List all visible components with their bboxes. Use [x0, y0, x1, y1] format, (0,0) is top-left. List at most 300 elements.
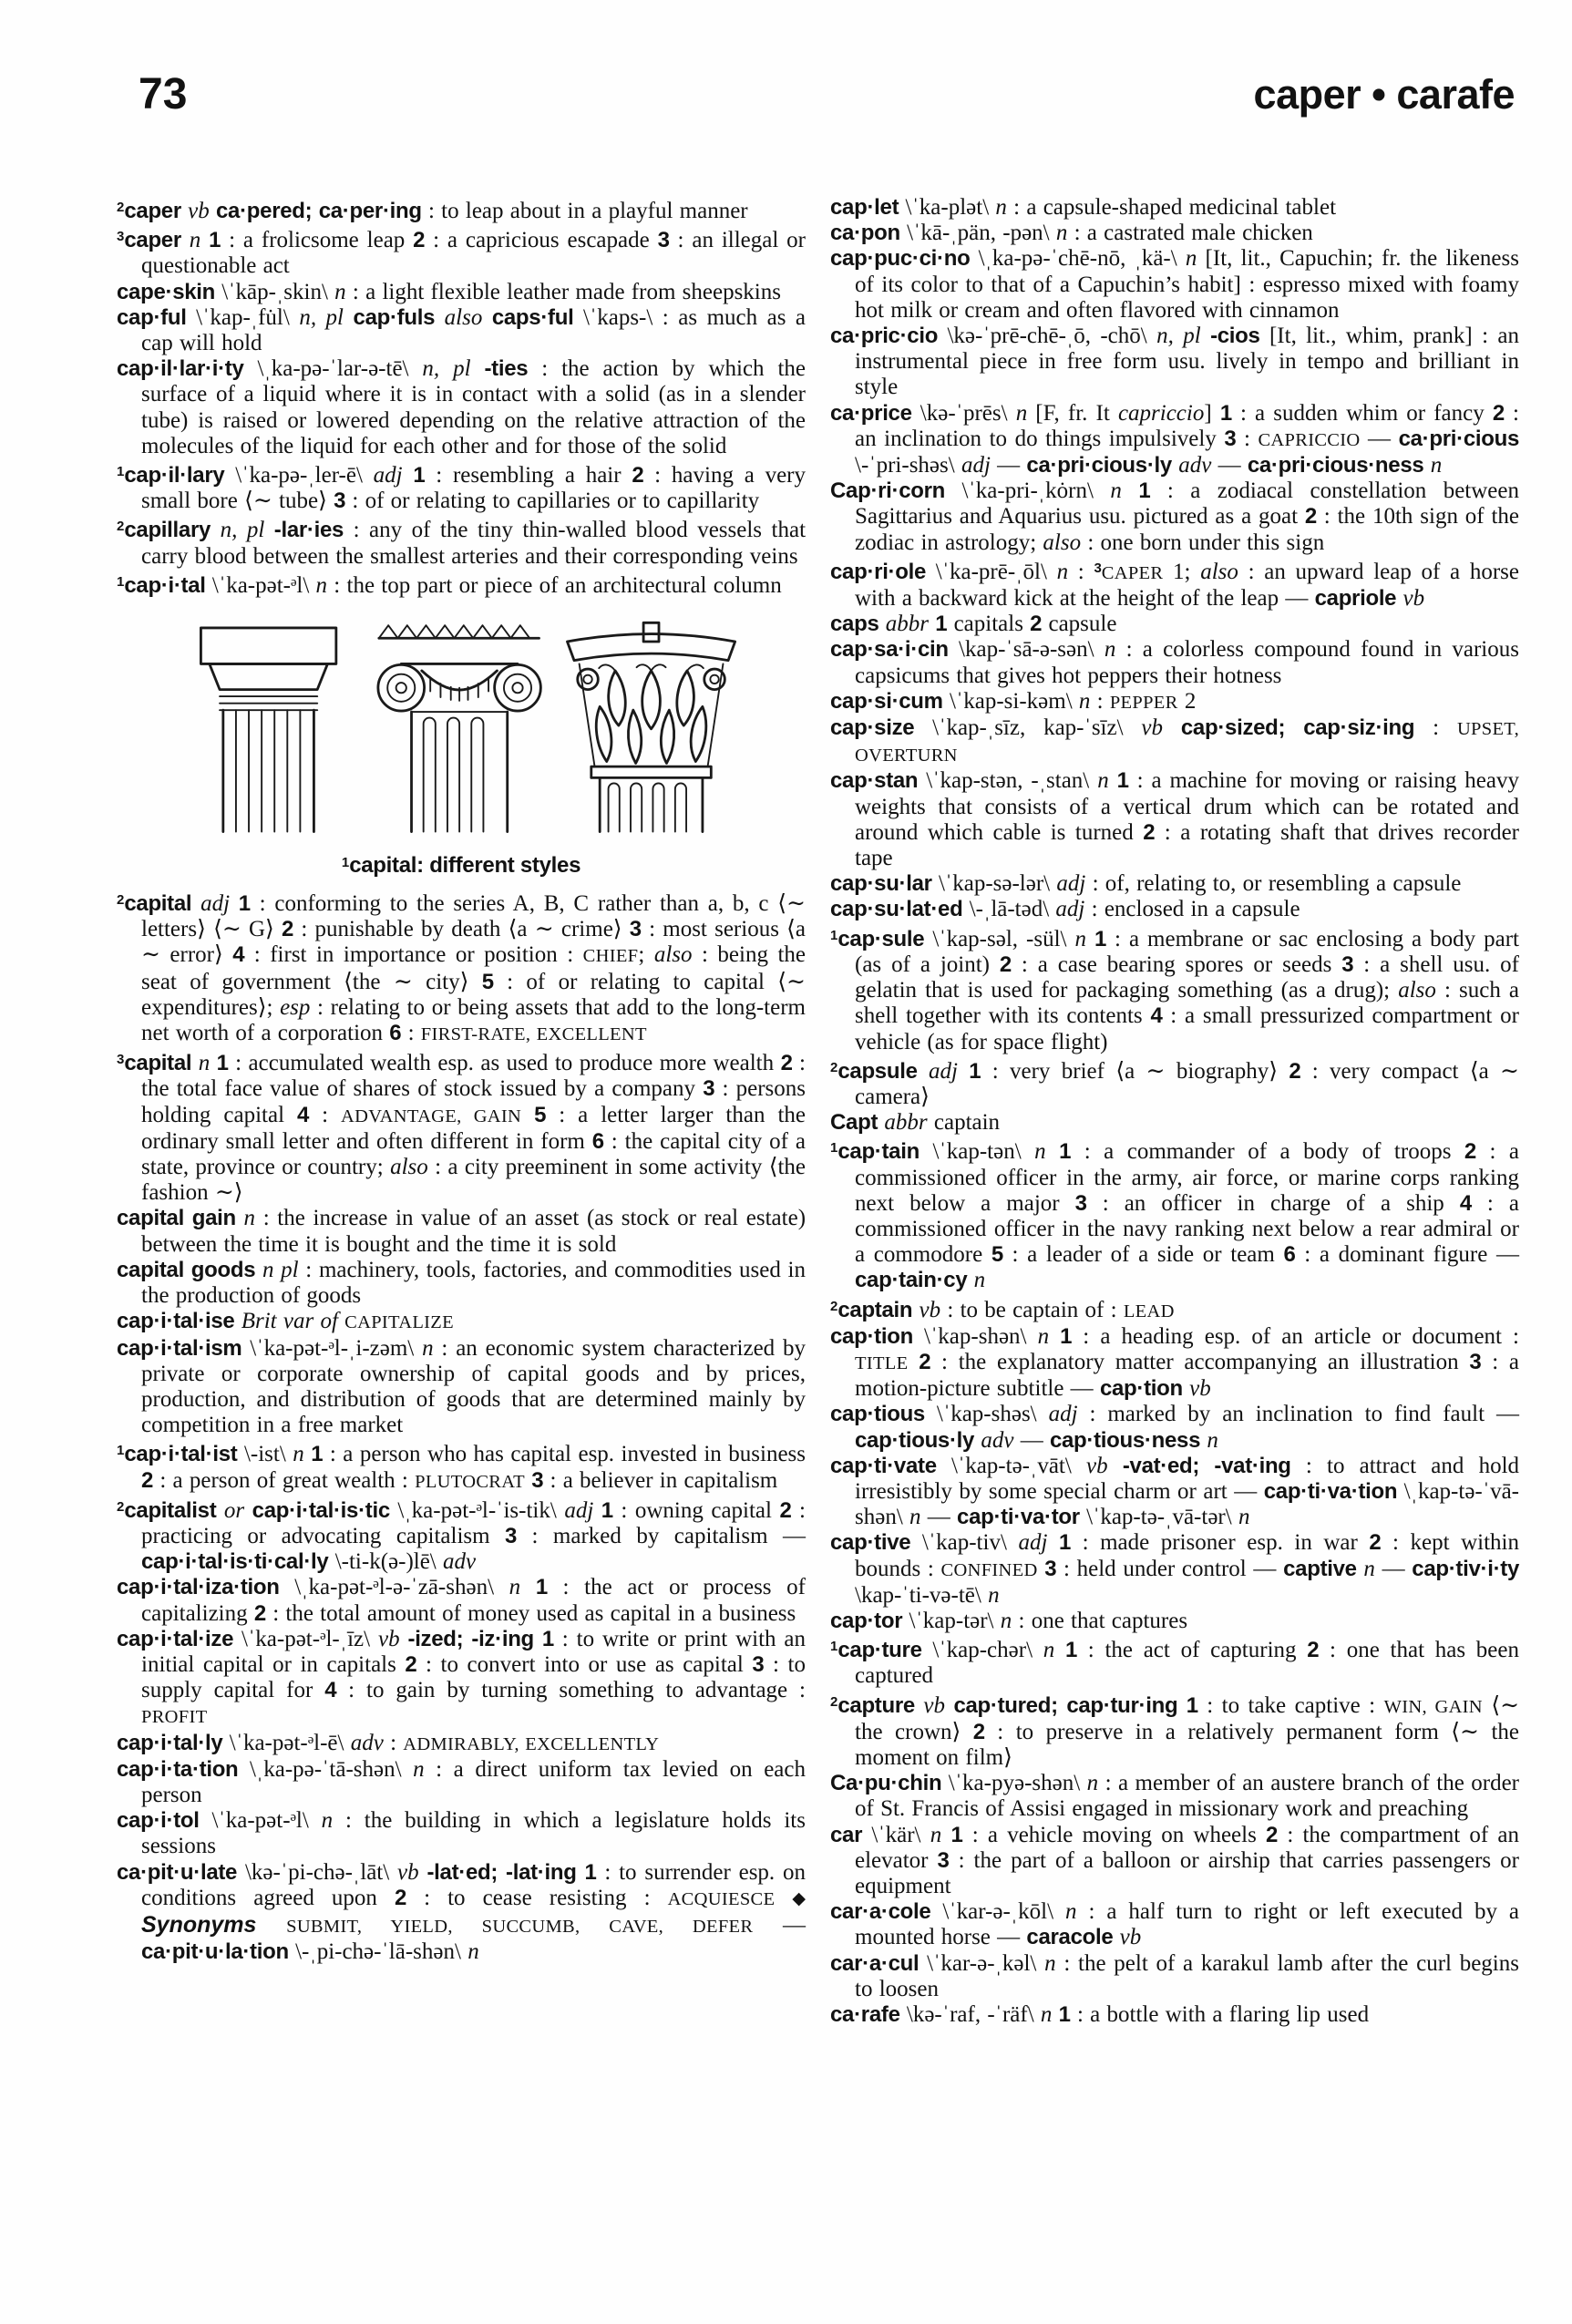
text-run	[1049, 1324, 1060, 1349]
text-run: :	[383, 1730, 404, 1755]
text-run: CHIEF	[582, 946, 639, 967]
headword-or-bold-text: 1	[1060, 1323, 1073, 1349]
headword-or-bold-text: caracole	[1026, 1925, 1114, 1950]
headword-or-bold-text: cap·sized; cap·siz·ing	[1180, 715, 1415, 741]
headword-or-bold-text: car·a·cole	[830, 1899, 931, 1925]
text-run: : an economic system characterized by private or corporate ownership of capital goods and by prices, production, and distribution of goods that are determined mainly by competition in a free market	[141, 1335, 807, 1438]
headword-or-bold-text: 1	[969, 1058, 981, 1084]
dictionary-entry	[117, 1627, 806, 1731]
headword-or-bold-text: 2	[253, 1600, 266, 1626]
text-run: n	[198, 1051, 211, 1076]
text-run: : a commander of a body of troops	[1071, 1139, 1464, 1165]
text-run: : to gain by turning something to advantage :	[336, 1678, 806, 1703]
text-run: n	[1074, 926, 1086, 951]
headword-or-bold-text: car·a·cul	[830, 1950, 920, 1976]
text-run: \ˌka-pə-ˈchē-nō, ˌkä-\	[970, 246, 1186, 272]
text-run: vb	[397, 1859, 419, 1885]
text-run	[255, 1258, 262, 1282]
text-run: n	[1110, 478, 1122, 504]
text-run	[234, 1309, 241, 1333]
ionic-capital-drawing	[378, 625, 540, 831]
headword-or-bold-text: 1	[1186, 1692, 1198, 1718]
text-run: n, pl	[422, 356, 471, 382]
text-run: :	[1414, 715, 1457, 741]
text-run	[1047, 1530, 1059, 1555]
text-run: —	[753, 1912, 807, 1938]
text-run: : a vehicle moving on wheels	[962, 1822, 1267, 1847]
dictionary-entry	[117, 280, 806, 305]
text-run: SUBMIT, YIELD, SUCCUMB, CAVE, DEFER	[286, 1916, 754, 1937]
dictionary-entry	[830, 556, 1519, 612]
guide-words: caper • carafe	[1253, 71, 1515, 118]
headword-or-bold-text: cap·tive	[830, 1530, 911, 1556]
text-run: \ˈka-prē-ˌōl\	[926, 559, 1057, 584]
text-run: : a castrated male chicken	[1067, 221, 1313, 246]
headword-or-bold-text: cap·stan	[830, 768, 919, 794]
headword-or-bold-text: cap·puc·ci·no	[830, 246, 971, 272]
text-run: : a membrane or sac enclosing a body part (as of a joint)	[855, 926, 1520, 977]
text-run: \ˈka-pət-ᵊl\	[205, 572, 316, 598]
capital-styles-figure	[179, 612, 744, 879]
headword-or-bold-text: capillary	[124, 518, 211, 543]
headword-or-bold-text: ca·rafe	[830, 2002, 900, 2028]
text-run: \ˈka-plət\	[899, 195, 996, 220]
text-run	[191, 891, 200, 916]
text-run	[216, 1498, 224, 1523]
headword-or-bold-text: 1	[584, 1859, 597, 1885]
text-run: CONFINED	[940, 1559, 1038, 1580]
text-run: : any of the tiny thin-walled blood vessels that carry blood between the smallest arteries and their corresponding veins	[141, 518, 807, 569]
headword-or-bold-text: 5	[534, 1102, 547, 1127]
text-run: : the compartment of an elevator	[855, 1822, 1519, 1873]
left-column-entries-top	[117, 195, 806, 599]
text-run	[400, 1627, 408, 1651]
text-run: : the capital city of a state, province or country;	[141, 1128, 806, 1180]
text-run	[593, 1498, 601, 1523]
text-run: vb	[180, 199, 216, 223]
text-run: : the action by which the surface of a liquid where it is in contact with a solid (as in a slender tube) is raised or lowered depending on the relative attraction of the molecules of the liquid for each other and for those of the solid	[141, 356, 807, 458]
headword-or-bold-text: cap·tured; cap·tur·ing	[953, 1692, 1178, 1718]
dictionary-entry	[830, 715, 1519, 768]
dictionary-entry	[830, 1110, 1519, 1136]
text-run: : such a shell together with its contents	[855, 978, 1519, 1029]
headword-or-bold-text: 1	[311, 1442, 324, 1467]
headword-or-bold-text: 2	[1464, 1139, 1476, 1165]
text-run: [It, lit., whim, prank] : an instrumental piece in free form usu. lively in tempo and brilliant in style	[855, 324, 1520, 400]
text-run: 3	[117, 1052, 125, 1068]
headword-or-bold-text: 1	[1094, 926, 1107, 951]
text-run: ADMIRABLY, EXCELLENTLY	[403, 1733, 660, 1754]
text-run	[1163, 715, 1181, 740]
text-run: also	[1398, 978, 1436, 1003]
text-run: adj	[928, 1058, 958, 1084]
headword-or-bold-text: cap·i·tal·ise	[117, 1309, 235, 1334]
text-run	[482, 305, 492, 330]
text-run: n	[467, 1939, 479, 1965]
text-run: \ˈkap-shən\	[912, 1323, 1038, 1349]
text-run: adj	[564, 1497, 594, 1523]
text-run	[534, 1627, 542, 1651]
text-run: \ˈkap-tən\	[919, 1139, 1035, 1165]
dictionary-entry	[117, 195, 806, 224]
dictionary-entry	[117, 1438, 806, 1494]
text-run: \ˈkap-səl, -sül\	[924, 926, 1075, 951]
text-run	[1177, 1693, 1186, 1718]
headword-or-bold-text: cap·ture	[837, 1638, 922, 1663]
dictionary-entry	[117, 1206, 806, 1257]
text-run: adv	[350, 1730, 384, 1755]
dictionary-entry	[830, 401, 1519, 479]
headword-or-bold-text: Ca·pu·chin	[830, 1771, 942, 1796]
corinthian-capital-drawing	[567, 622, 735, 831]
text-run	[256, 1913, 286, 1938]
headword-or-bold-text: cape·skin	[117, 279, 216, 304]
text-run: : most serious ⟨a ∼ error⟩	[141, 917, 806, 968]
text-run: n	[1044, 1950, 1056, 1976]
text-run: esp	[280, 994, 311, 1020]
text-run: : an illegal or questionable act	[141, 228, 806, 279]
headword-or-bold-text: 3	[937, 1847, 950, 1873]
text-run: : a colorless compound found in various capsicums that gives hot peppers their hotness	[855, 637, 1519, 688]
text-run	[521, 1103, 534, 1127]
headword-or-bold-text: 4	[232, 942, 245, 968]
text-run: n	[321, 1808, 334, 1834]
headword-or-bold-text: 4	[297, 1102, 310, 1127]
left-column	[117, 195, 806, 2028]
dictionary-entry	[117, 224, 806, 279]
text-run: 2	[117, 519, 125, 535]
headword-or-bold-text: 2	[1492, 400, 1505, 426]
headword-or-bold-text: 3	[1074, 1190, 1087, 1216]
dictionary-entry	[117, 570, 806, 599]
text-run	[244, 1498, 252, 1523]
text-run: adj	[1018, 1530, 1048, 1556]
headword-or-bold-text: Cap·ri·corn	[830, 478, 946, 504]
text-run: \ˈkāp-ˌskin\	[215, 279, 335, 304]
headword-or-bold-text: -ized; -iz·ing	[407, 1626, 534, 1651]
text-run	[941, 1823, 950, 1847]
text-run: adj	[373, 463, 403, 488]
text-run: vb	[1402, 586, 1425, 612]
text-run: —	[1360, 426, 1399, 451]
text-run: PLUTOCRAT	[415, 1471, 525, 1492]
text-run: PEPPER	[1109, 692, 1178, 713]
headword-or-bold-text: 2	[1266, 1822, 1279, 1847]
text-run: : accumulated wealth esp. as used to produce more wealth	[228, 1051, 781, 1076]
text-run	[879, 612, 886, 636]
dictionary-entry	[830, 246, 1519, 324]
text-run: n	[1000, 1608, 1012, 1633]
headword-or-bold-text: cap·su·lat·ed	[830, 897, 963, 922]
text-run: : one that captures	[1012, 1608, 1188, 1633]
text-run: : relating to or being assets that add to the long-term net worth of a corporation	[141, 994, 806, 1046]
text-run: \-ti-k(ə-)lē\	[328, 1549, 444, 1575]
headword-or-bold-text: ca·pri·cious	[1398, 426, 1520, 451]
headword-or-bold-text: 2	[632, 463, 644, 488]
text-run: \ˈka-pət-ᵊl\	[199, 1808, 322, 1834]
text-run	[200, 228, 209, 252]
text-run: : a capricious escapade	[425, 228, 658, 253]
headword-or-bold-text: 2	[141, 1467, 154, 1493]
text-run: : being the seat of government ⟨the ∼ city⟩	[141, 942, 807, 994]
dictionary-entry	[117, 1258, 806, 1309]
text-run: —	[990, 453, 1027, 478]
headword-or-bold-text: cap·size	[830, 715, 915, 741]
text-run: : the 10th sign of the zodiac in astrology;	[855, 504, 1520, 555]
text-run: adj	[1055, 897, 1085, 922]
text-run: : one that has been captured	[855, 1638, 1519, 1689]
text-run: adj	[961, 453, 991, 478]
headword-or-bold-text: cap·il·lar·i·ty	[117, 356, 244, 382]
text-run	[1423, 453, 1430, 478]
dictionary-entry	[830, 1951, 1519, 2002]
headword-or-bold-text: 3	[1224, 426, 1237, 451]
text-run: \ˈkaps-\ : as much as a cap will hold	[141, 304, 807, 356]
text-run: \ˈka-pri-ˌkȯrn\	[945, 478, 1111, 504]
headword-or-bold-text: 2	[1304, 504, 1317, 530]
text-run	[1086, 927, 1094, 951]
text-run: n pl	[262, 1257, 299, 1282]
text-run	[958, 1059, 969, 1084]
text-run: [F, fr. It	[1027, 400, 1118, 426]
headword-or-bold-text: cap·sa·i·cin	[830, 637, 949, 663]
headword-or-bold-text: cap·tion	[1099, 1376, 1183, 1402]
text-run	[1122, 478, 1138, 503]
headword-or-bold-text: cap·i·tal·ize	[117, 1626, 234, 1651]
dictionary-entry	[117, 1309, 806, 1335]
headword-or-bold-text: cap·tor	[830, 1608, 903, 1633]
dictionary-entry	[830, 612, 1519, 637]
text-run: : to convert into or use as capital	[416, 1651, 753, 1677]
dictionary-entry	[830, 1530, 1519, 1609]
text-run: vb	[1119, 1925, 1142, 1950]
text-run: —	[920, 1505, 958, 1530]
dictionary-entry	[117, 1808, 806, 1859]
text-run: :	[1068, 559, 1094, 584]
right-column	[830, 195, 1519, 2028]
dictionary-entry	[830, 1609, 1519, 1634]
text-run: : to leap about in a playful manner	[421, 199, 748, 223]
text-run	[775, 1886, 792, 1910]
text-run: : an inclination to do things impulsively	[855, 400, 1520, 451]
dictionary-entry	[830, 637, 1519, 688]
headword-or-bold-text: ca·pit·u·late	[117, 1859, 238, 1885]
text-run: 3	[117, 229, 125, 245]
headword-or-bold-text: 3	[752, 1651, 765, 1677]
dictionary-entry	[830, 1454, 1519, 1531]
text-run: vb	[1141, 715, 1164, 741]
headword-or-bold-text: cap·tious·ly	[855, 1427, 975, 1453]
text-run: n	[1086, 1771, 1099, 1796]
text-run: n	[909, 1505, 921, 1530]
text-run: TITLE	[855, 1352, 909, 1373]
text-run: \ˈka-pət-ᵊl-ˌi-zəm\	[241, 1335, 423, 1361]
text-run: abbr	[884, 1110, 928, 1136]
dictionary-entry	[830, 871, 1519, 897]
text-run: : a commissioned officer in the army, air force, or marine corps ranking next below a major	[855, 1139, 1520, 1216]
headword-or-bold-text: cap·ti·va·tor	[957, 1505, 1080, 1530]
dictionary-entry	[830, 221, 1519, 246]
headword-or-bold-text: cap·tain	[837, 1139, 920, 1165]
text-run: : a heading esp. of an article or document :	[1072, 1323, 1520, 1349]
text-run: : the building in which a legislature holds its sessions	[141, 1808, 806, 1859]
text-run: : to preserve in a relatively permanent form ⟨∼ the moment on film⟩	[855, 1719, 1519, 1770]
text-run: \ˌka-pə-ˈtā-shən\	[238, 1756, 414, 1782]
dictionary-entry	[830, 1402, 1519, 1453]
dictionary-entry	[117, 459, 806, 514]
text-run: vb	[1189, 1376, 1211, 1402]
headword-or-bold-text: cap·i·tol	[117, 1808, 200, 1834]
headword-or-bold-text: -cios	[1210, 324, 1260, 349]
headword-or-bold-text: 1	[601, 1497, 613, 1523]
headword-or-bold-text: 1	[1058, 2002, 1071, 2028]
text-run: : practicing or advocating capitalism	[141, 1497, 807, 1548]
text-run: : very brief ⟨a ∼ biography⟩	[981, 1058, 1289, 1084]
text-run: [It, lit., Capuchin; fr. the likeness of its color to that of a Capuchin’s habit] : espresso mixed with foamy hot milk or cream and often flavored with cinnamon	[855, 246, 1519, 323]
text-run: n	[1430, 453, 1443, 478]
text-run: \ˈkap-stən, -ˌstan\	[918, 768, 1098, 794]
capital-styles-illustration	[179, 612, 744, 841]
text-run: n, pl	[299, 304, 344, 330]
headword-or-bold-text: 3	[1341, 951, 1354, 977]
text-run: \ˈka-pə-ˌler-ē\	[224, 463, 374, 488]
text-run: \ˈka-pət-ᵊl-ē\	[222, 1730, 351, 1755]
text-run: :	[1090, 688, 1110, 714]
text-run: 1	[830, 1140, 838, 1157]
text-run: also	[653, 942, 693, 968]
text-run: : a person of great wealth :	[153, 1467, 416, 1493]
text-run: : a rotating shaft that drives recorder tape	[855, 819, 1519, 871]
text-run: : the total face value of shares of stock issued by a company	[141, 1051, 807, 1102]
dictionary-entry	[117, 1757, 806, 1808]
text-run: 1	[117, 1443, 125, 1459]
headword-or-bold-text: 1	[935, 612, 948, 637]
headword-or-bold-text: cap·i·tal·is·tic	[252, 1497, 390, 1523]
headword-or-bold-text: 2	[413, 228, 426, 253]
page-header	[117, 70, 1520, 118]
text-run: \ˈkär\	[862, 1822, 930, 1847]
text-run: : marked by an inclination to find fault —	[1077, 1402, 1519, 1427]
text-run: 1	[117, 464, 125, 480]
text-run: 1	[830, 927, 838, 943]
text-run: : to attract and hold irresistibly by some special charm or art —	[855, 1453, 1520, 1504]
text-run: : to supply capital for	[141, 1651, 806, 1703]
headword-or-bold-text: ca·pit·u·la·tion	[141, 1939, 289, 1965]
text-run: 2	[830, 1298, 838, 1314]
headword-or-bold-text: 3	[505, 1523, 518, 1548]
headword-or-bold-text: cap·tious	[830, 1402, 925, 1427]
text-run: \ˈkap-tə-ˌvā-tər\	[1079, 1505, 1238, 1530]
text-run	[210, 1051, 216, 1075]
text-run: \kap-ˈti-və-tē\	[855, 1582, 989, 1608]
text-run: : a zodiacal constellation between Sagittarius and Aquarius usu. pictured as a goat	[855, 478, 1520, 530]
text-run: —	[1374, 1556, 1413, 1581]
text-run: \-ist\	[237, 1442, 293, 1467]
text-run: : a member of an austere branch of the order of St. Francis of Assisi engaged in missionary work and preaching	[855, 1771, 1520, 1822]
text-run: : kept within bounds :	[855, 1530, 1520, 1581]
text-run: adj	[1056, 871, 1086, 897]
text-run	[211, 518, 221, 542]
headword-or-bold-text: cap·ri·ole	[830, 559, 927, 584]
dictionary-entry	[117, 514, 806, 569]
text-run: n, pl	[220, 518, 265, 543]
headword-or-bold-text: capital	[124, 891, 192, 917]
headword-or-bold-text: cap·i·tal·ism	[117, 1335, 242, 1361]
text-run: \kə-ˈprēs\	[911, 400, 1016, 426]
text-run: \-ˈpri-shəs\	[855, 453, 961, 478]
text-run: adv	[981, 1427, 1014, 1453]
text-run: \kə-ˈraf, -ˈräf\	[899, 2002, 1041, 2028]
text-run: : to surrender esp. on conditions agreed upon	[141, 1859, 807, 1910]
text-run: : a dominant figure —	[1295, 1242, 1520, 1268]
dictionary-entry	[830, 1634, 1519, 1689]
text-run	[471, 356, 485, 381]
headword-or-bold-text: cap·ti·va·tion	[1263, 1478, 1398, 1504]
text-run: : held under control —	[1056, 1556, 1284, 1581]
headword-or-bold-text: cap·tain·cy	[855, 1268, 968, 1293]
text-run: \ˈkap-si-kəm\	[942, 688, 1079, 714]
text-run: n	[422, 1335, 434, 1361]
text-run	[912, 1298, 919, 1322]
text-run: :	[401, 1021, 421, 1046]
text-run: vb	[1086, 1453, 1108, 1478]
headword-or-bold-text: capital goods	[117, 1257, 256, 1282]
headword-or-bold-text: 1	[1138, 478, 1151, 504]
text-run: ADVANTAGE, GAIN	[341, 1105, 522, 1126]
headword-or-bold-text: capriole	[1314, 586, 1397, 612]
dictionary-entry	[117, 1731, 806, 1757]
text-run: UPSET, OVERTURN	[855, 719, 1519, 766]
text-run: \kə-ˈprē-chē-ˌō, -chō\	[938, 324, 1157, 349]
text-run: : a capsule-shaped medicinal tablet	[1006, 195, 1337, 220]
text-run: : a light flexible leather made from sheepskins	[345, 279, 781, 304]
text-run: adv	[1178, 453, 1212, 478]
headword-or-bold-text: cap·sule	[837, 926, 925, 951]
headword-or-bold-text: 2	[1369, 1530, 1382, 1556]
text-run: ACQUIESCE	[667, 1888, 776, 1909]
headword-or-bold-text: cap·i·tal·ly	[117, 1730, 223, 1755]
text-run: :	[309, 1102, 342, 1127]
headword-or-bold-text: 2	[405, 1651, 417, 1677]
text-run: : an officer in charge of a ship	[1086, 1190, 1460, 1216]
headword-or-bold-text: -ties	[484, 356, 529, 382]
headword-or-bold-text: 5	[991, 1242, 1003, 1268]
headword-or-bold-text: 1	[216, 1051, 229, 1076]
text-run: adj	[200, 891, 231, 917]
text-run	[918, 1059, 929, 1084]
text-run: vb	[919, 1297, 941, 1322]
headword-or-bold-text: ca·pri·cious·ly	[1026, 453, 1172, 478]
headword-or-bold-text: 3	[1044, 1556, 1057, 1581]
text-run: n	[413, 1756, 425, 1782]
headword-or-bold-text: cap·tion	[830, 1323, 913, 1349]
text-run: \ˈkap-chər\	[921, 1638, 1043, 1663]
dictionary-entry	[117, 1495, 806, 1576]
dictionary-entry	[830, 923, 1519, 1055]
text-run: Brit var of	[241, 1309, 338, 1334]
text-run: n	[1207, 1427, 1218, 1453]
headword-or-bold-text: cap·ti·vate	[830, 1453, 937, 1478]
text-run: n	[988, 1582, 1000, 1608]
headword-or-bold-text: 2	[919, 1349, 931, 1374]
text-run: 2	[1177, 688, 1197, 714]
headword-or-bold-text: 2	[282, 917, 294, 942]
text-run: also	[1200, 559, 1238, 584]
text-run: n	[180, 228, 201, 253]
text-run: : a person who has capital esp. invested in business	[323, 1442, 807, 1467]
text-run: ◆	[792, 1888, 806, 1908]
text-run: 1	[341, 855, 350, 871]
